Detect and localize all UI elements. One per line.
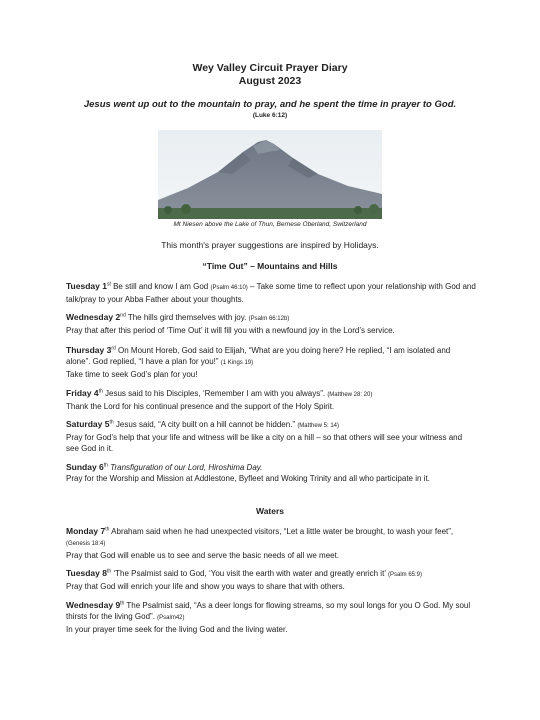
photo-caption: Mt Niesen above the Lake of Thun, Bernese Oberland, Switzerland bbox=[173, 221, 367, 228]
section-heading-waters: Waters bbox=[255, 506, 285, 516]
entry-day-3: Thursday 3rd On Mount Horeb, God said to Elijah, “What are you doing here? He replied, “I am isolated and alone”. God replied, “I have a plan for you!” (1 Kings 19) Take time to seek God’s plan for you! bbox=[66, 345, 451, 379]
entry-day-6: Sunday 6th Transfiguration of our Lord, Hiroshima Day. Pray for the Worship and Mission at Addlestone, Byfleet and Woking Trinity and all who participate in it. bbox=[66, 462, 430, 483]
entry-day-1: Tuesday 1st Be still and know I am God (Psalm 46:10) – Take some time to reflect upon your relationship with God and talk/pray to your Abba Father about your thoughts. bbox=[66, 281, 476, 304]
entry-day-5: Saturday 5th Jesus said, “A city built on a hill cannot be hidden.” (Matthew 5: 14) Pray for God’s help that your life and witness will be like a city on a hill – so that others will see your witness and see God in it. bbox=[66, 419, 463, 453]
entry-day-7: Monday 7th Abraham said when he had unexpected visitors, “Let a little water be brought, to wash your feet”, (Genesis 18:4) Pray that God will enable us to see and serve the basic needs of all we meet. bbox=[66, 526, 454, 560]
entry-day-4: Friday 4th Jesus said to his Disciples, ‘Remember I am with you always”. (Matthew 28: 20) Thank the Lord for his continual presence and the support of the Holy Spirit. bbox=[66, 388, 373, 411]
diary-title: Wey Valley Circuit Prayer Diary bbox=[192, 62, 348, 74]
scripture-quote: Jesus went up out to the mountain to pray, and he spent the time in prayer to God. bbox=[83, 99, 457, 110]
intro-text: This month's prayer suggestions are inspired by Holidays. bbox=[161, 240, 379, 250]
diary-month: August 2023 bbox=[238, 75, 302, 87]
entry-day-8: Tuesday 8th ‘The Psalmist said to God, ‘You visit the earth with water and greatly enrich it’ (Psalm 65:9) Pray that God will enrich your life and show you ways to share that with others. bbox=[66, 568, 423, 591]
mountain-photo bbox=[158, 130, 382, 219]
scripture-reference: (Luke 6:12) bbox=[252, 112, 288, 119]
section-heading-mountains: “Time Out” – Mountains and Hills bbox=[202, 261, 338, 271]
entry-day-2: Wednesday 2nd The hills gird themselves with joy. (Psalm 66:12b) Pray that after this period of ‘Time Out’ it will fill you with a newfound joy in the Lord’s service. bbox=[66, 312, 395, 335]
entry-day-9: Wednesday 9th The Psalmist said, “As a deer longs for flowing streams, so my soul longs for you O God. My soul thirsts for the living God”. (Psalm42) In your prayer time seek for the living God and the living water. bbox=[66, 600, 471, 634]
